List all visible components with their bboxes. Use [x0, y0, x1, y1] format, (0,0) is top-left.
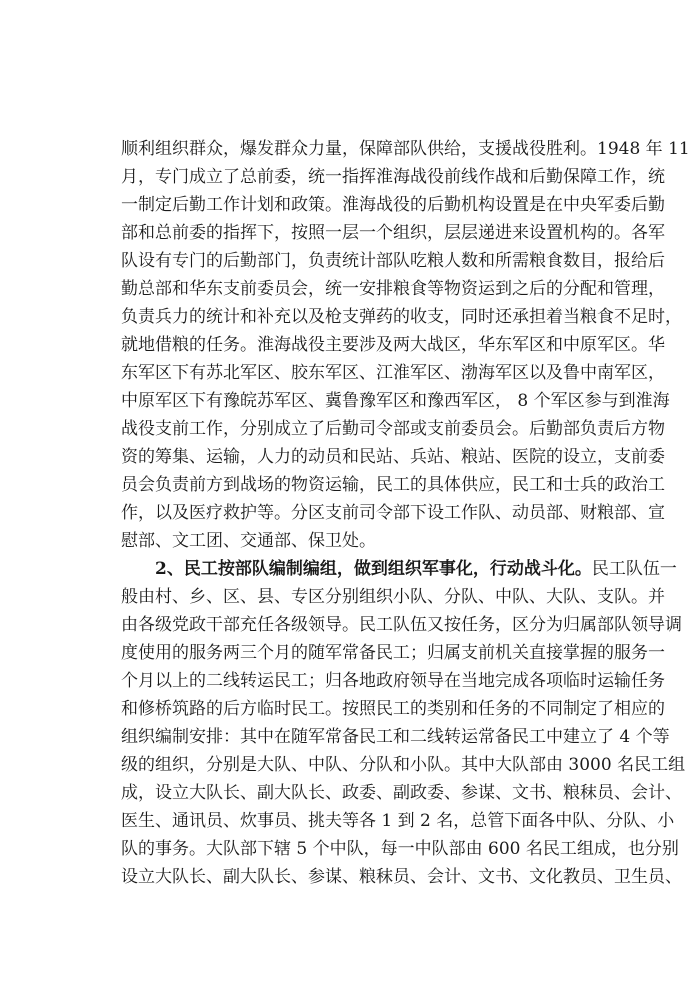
text-line: 战役支前工作，分别成立了后勤司令部或支前委员会。后勤部负责后方物: [121, 419, 665, 439]
text-line: 东军区下有苏北军区、胶东军区、江淮军区、渤海军区以及鲁中南军区，: [121, 363, 665, 383]
text-line: 级的组织，分别是大队、中队、分队和小队。其中大队部由 3000 名民工组: [121, 755, 686, 775]
text-line: 作，以及医疗救护等。分区支前司令部下设工作队、动员部、财粮部、宣: [121, 503, 665, 523]
text-line: 成，设立大队长、副大队长、政委、副政委、参谋、文书、粮秣员、会计、: [121, 783, 682, 803]
text-line: 负责兵力的统计和补充以及枪支弹药的收支，同时还承担着当粮食不足时，: [121, 307, 682, 327]
text-line: 医生、通讯员、炊事员、挑夫等各 1 到 2 名，总管下面各中队、分队、小: [121, 811, 675, 831]
text-line: 月，专门成立了总前委，统一指挥淮海战役前线作战和后勤保障工作，统: [121, 167, 665, 187]
text-line: 组织编制安排：其中在随军常备民工和二线转运常备民工中建立了 4 个等: [121, 727, 670, 747]
paragraph-2: [121, 555, 686, 891]
text-line: 般由村、乡、区、县、专区分别组织小队、分队、中队、大队、支队。并: [121, 587, 665, 607]
text-line: 就地借粮的任务。淮海战役主要涉及两大战区，华东军区和中原军区。华: [121, 335, 665, 355]
text-line: 队设有专门的后勤部门，负责统计部队吃粮人数和所需粮食数目，报给后: [121, 251, 665, 271]
text-line: 和修桥筑路的后方临时民工。按照民工的类别和任务的不同制定了相应的: [121, 699, 665, 719]
text-line: 个月以上的二线转运民工；归各地政府领导在当地完成各项临时运输任务: [121, 671, 665, 691]
section-heading: 2、民工按部队编制编组，做到组织军事化，行动战斗化。: [155, 559, 592, 579]
text-line: 队的事务。大队部下辖 5 个中队，每一中队部由 600 名民工组成，也分别: [121, 839, 679, 859]
paragraph-1: [121, 135, 690, 555]
text-line: 中原军区下有豫皖苏军区、冀鲁豫军区和豫西军区， 8 个军区参与到淮海: [121, 391, 670, 411]
text-line: 勤总部和华东支前委员会，统一安排粮食等物资运到之后的分配和管理，: [121, 279, 665, 299]
document-body: [121, 135, 690, 891]
text-line: 顺利组织群众，爆发群众力量，保障部队供给，支援战役胜利。1948 年 11: [121, 139, 690, 159]
text-line: 一制定后勤工作计划和政策。淮海战役的后勤机构设置是在中央军委后勤: [121, 195, 665, 215]
text-line: 度使用的服务两三个月的随军常备民工；归属支前机关直接掌握的服务一: [121, 643, 665, 663]
text-line: 资的筹集、运输，人力的动员和民站、兵站、粮站、医院的设立，支前委: [121, 447, 665, 467]
text-line: 慰部、文工团、交通部、保卫处。: [121, 531, 376, 551]
text-line: 部和总前委的指挥下，按照一层一个组织，层层递进来设置机构的。各军: [121, 223, 665, 243]
paragraph-2-first-line: [121, 555, 677, 583]
heading-continuation: 民工队伍一: [591, 559, 677, 579]
text-line: 员会负责前方到战场的物资运输，民工的具体供应，民工和士兵的政治工: [121, 475, 665, 495]
text-line: 由各级党政干部充任各级领导。民工队伍又按任务，区分为归属部队领导调: [121, 615, 682, 635]
text-line: 设立大队长、副大队长、参谋、粮秣员、会计、文书、文化教员、卫生员、: [121, 867, 682, 887]
